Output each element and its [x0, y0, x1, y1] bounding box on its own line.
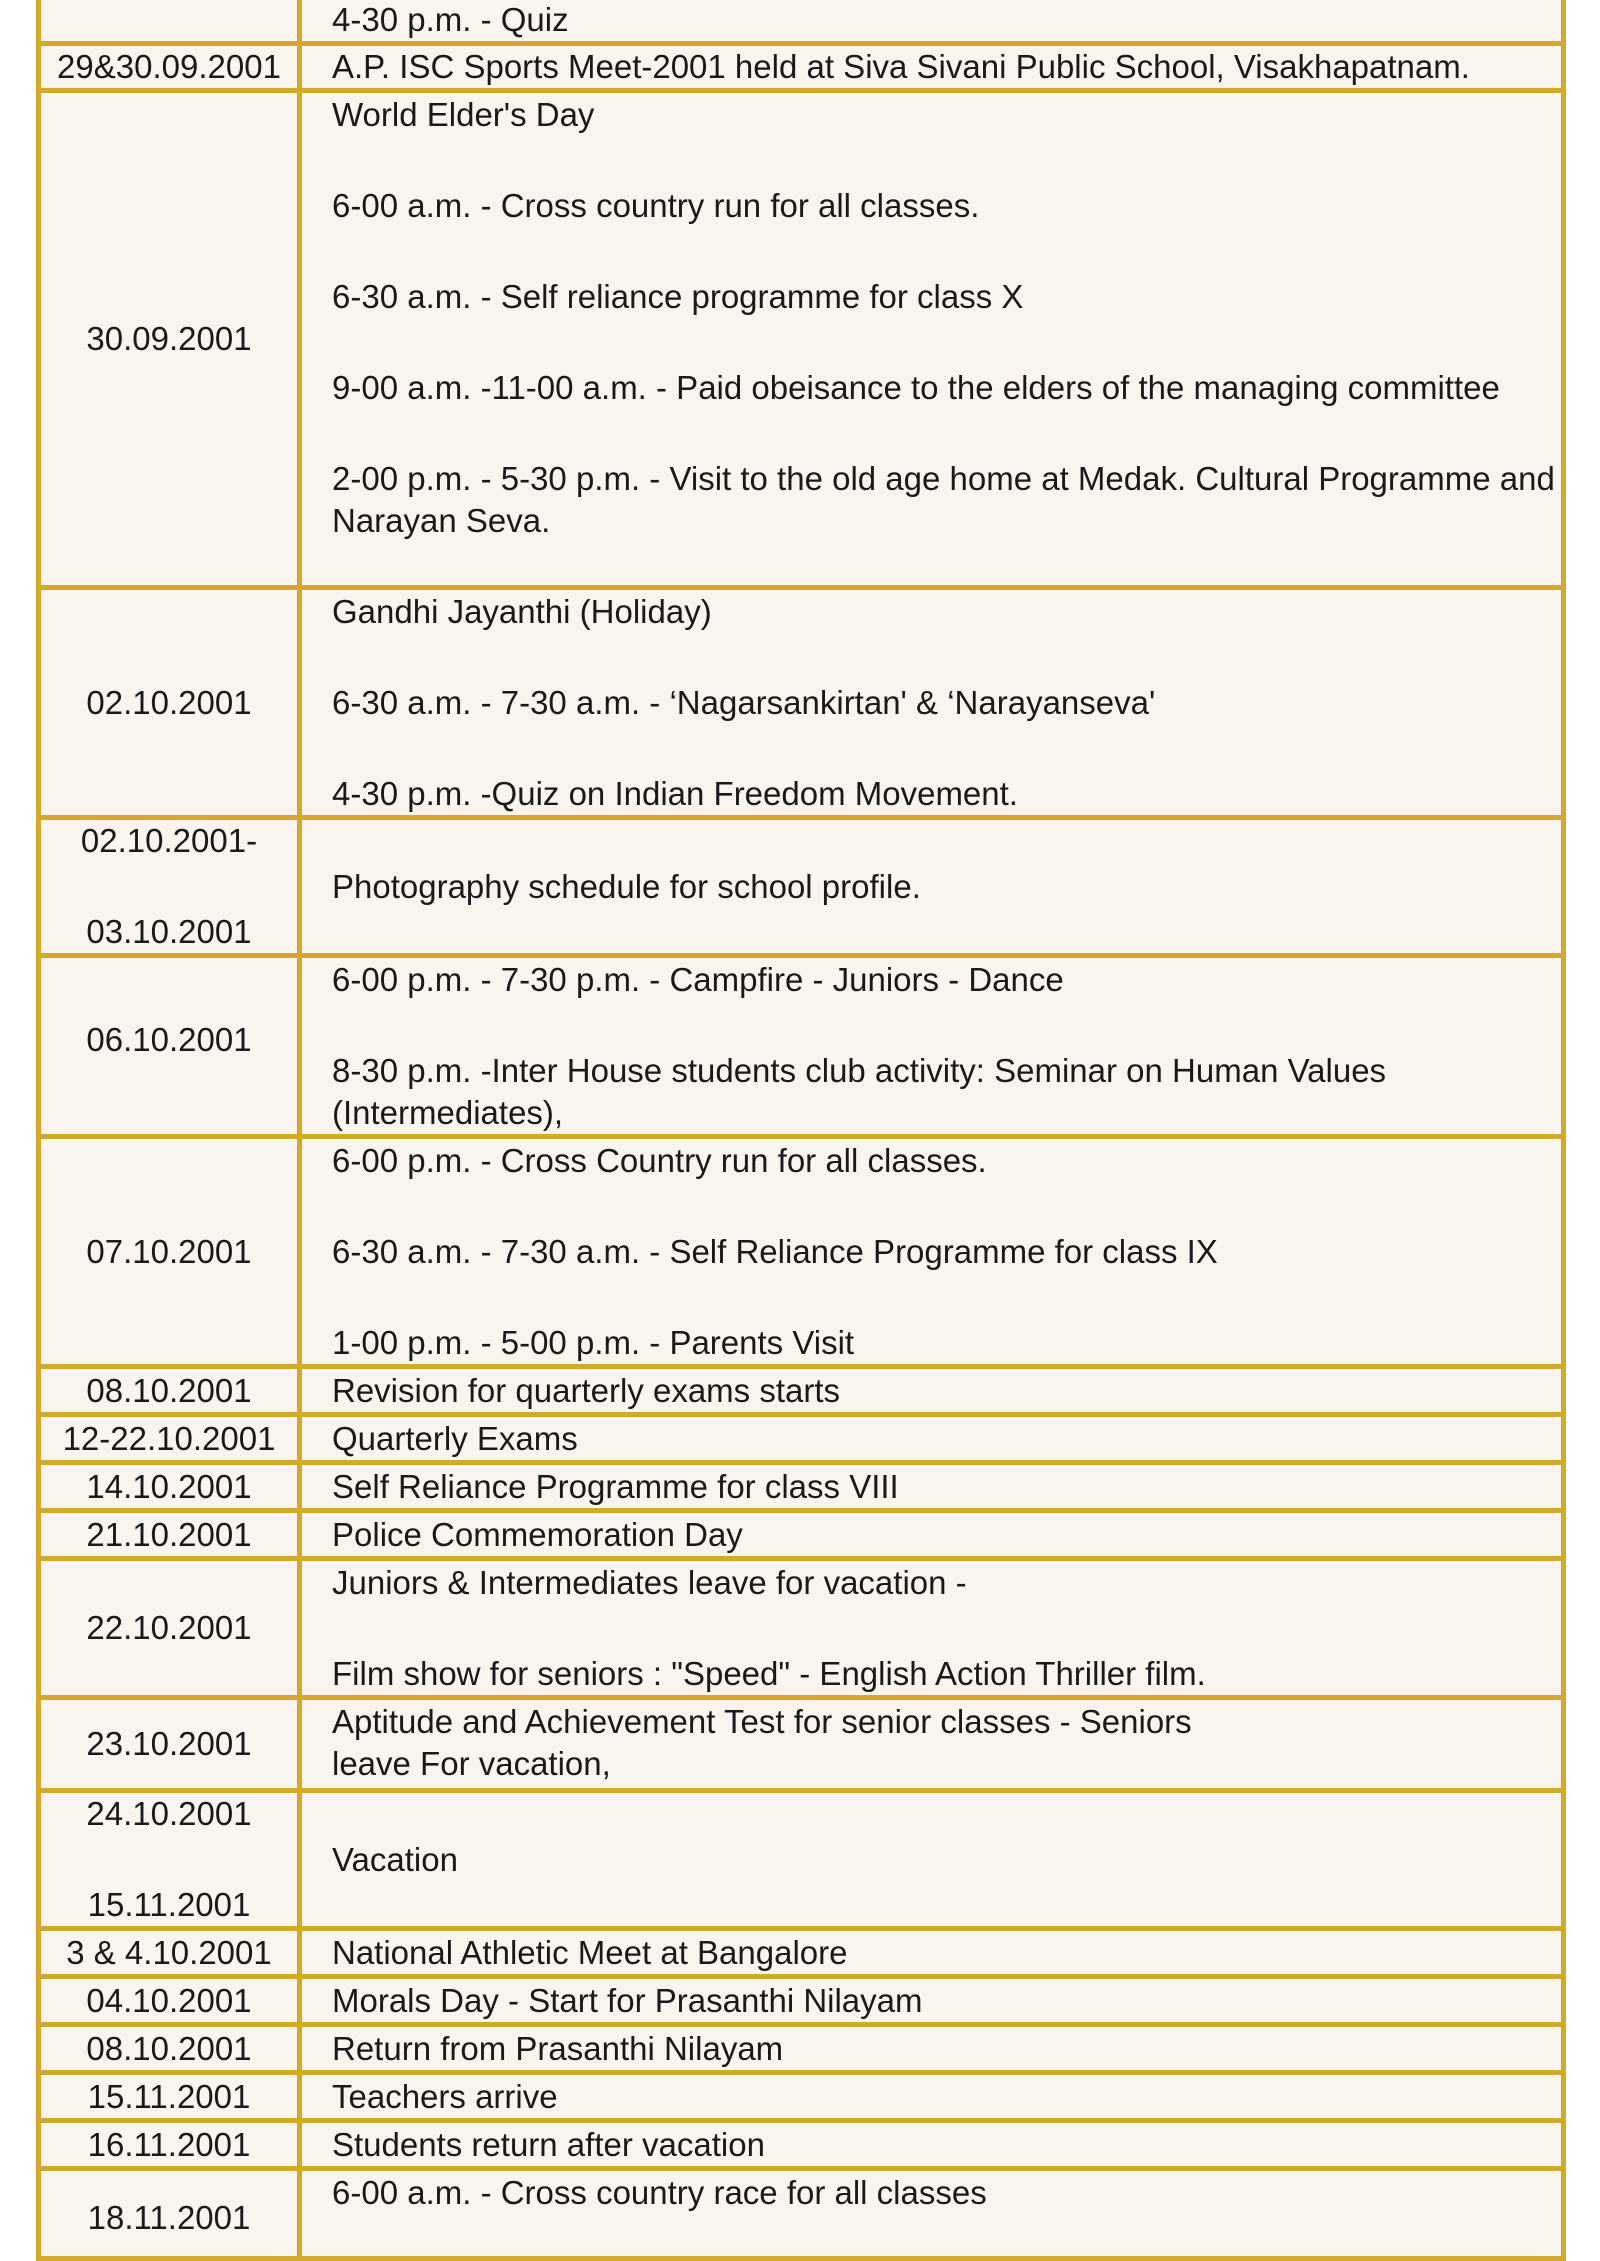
table-row	[39, 2121, 1564, 2169]
date-text: 23.10.2001	[86, 1725, 252, 1762]
event-cell	[300, 1559, 1564, 1698]
table-row	[39, 91, 1564, 588]
date-cell	[39, 956, 300, 1137]
event-cell	[300, 1977, 1564, 2025]
spacer	[41, 1835, 297, 1884]
date-text: 22.10.2001	[86, 1609, 252, 1646]
table-row	[39, 956, 1564, 1137]
table-row	[39, 1463, 1564, 1511]
event-cell	[300, 2169, 1564, 2259]
date-text: 15.11.2001	[87, 2077, 251, 2115]
date-text: 3 & 4.10.2001	[66, 1933, 272, 1971]
event-text: 6-00 p.m. - Cross Country run for all classes.	[332, 1142, 987, 1179]
date-cell	[39, 91, 300, 588]
schedule-body	[39, 0, 1564, 2259]
date-cell	[39, 1463, 300, 1511]
spacer	[332, 724, 1557, 773]
spacer	[332, 318, 1557, 367]
event-text: Return from Prasanthi Nilayam	[332, 2029, 784, 2067]
date-text: 14.10.2001	[86, 1467, 252, 1505]
event-cell	[300, 1511, 1564, 1559]
event-text: 6-00 a.m. - Cross country run for all classes.	[332, 187, 980, 224]
date-cell	[39, 1415, 300, 1463]
event-text: 6-00 p.m. - 7-30 p.m. - Campfire - Juniors - Dance	[332, 961, 1064, 998]
date-cell	[39, 2025, 300, 2073]
event-text: 6-00 a.m. - Cross country race for all classes	[332, 2174, 987, 2211]
date-text: 02.10.2001-	[80, 822, 258, 859]
event-cell	[300, 1415, 1564, 1463]
table-row	[39, 1511, 1564, 1559]
date-text: 16.11.2001	[87, 2125, 251, 2163]
event-text: Revision for quarterly exams starts	[332, 1371, 841, 1409]
date-cell	[39, 2169, 300, 2259]
event-text: A.P. ISC Sports Meet-2001 held at Siva Sivani Public School, Visakhapatnam.	[332, 48, 1470, 85]
date-text: 06.10.2001	[86, 1021, 252, 1058]
event-text: Juniors & Intermediates leave for vacation -	[332, 1564, 967, 1601]
table-row	[39, 44, 1564, 91]
event-text: Photography schedule for school profile.	[332, 867, 921, 905]
table-row	[39, 1415, 1564, 1463]
event-cell	[300, 91, 1564, 588]
date-text: 03.10.2001	[86, 913, 252, 950]
table-row	[39, 588, 1564, 818]
event-text: 6-30 a.m. - 7-30 a.m. - ‘Nagarsankirtan' & ‘Narayanseva'	[332, 684, 1156, 721]
event-text: 6-30 a.m. - Self reliance programme for class X	[332, 278, 1024, 315]
event-cell	[300, 2073, 1564, 2121]
event-text: 2-00 p.m. - 5-30 p.m. - Visit to the old age home at Medak. Cultural Programme and Narayan Seva.	[332, 460, 1564, 539]
date-text: 04.10.2001	[86, 1981, 252, 2019]
date-text: 21.10.2001	[86, 1515, 252, 1553]
event-text: Gandhi Jayanthi (Holiday)	[332, 593, 712, 630]
date-text: 15.11.2001	[87, 1886, 251, 1923]
event-cell	[300, 588, 1564, 818]
event-text: Self Reliance Programme for class VIII	[332, 1467, 899, 1505]
date-text: 18.11.2001	[87, 2199, 251, 2236]
date-cell	[39, 588, 300, 818]
event-cell	[300, 2121, 1564, 2169]
spacer	[332, 1604, 1557, 1653]
event-cell	[300, 2025, 1564, 2073]
date-cell	[39, 818, 300, 956]
table-row	[39, 2169, 1564, 2259]
date-text: 12-22.10.2001	[62, 1419, 276, 1457]
table-row	[39, 1137, 1564, 1367]
event-text: Police Commemoration Day	[332, 1515, 743, 1553]
date-text: 07.10.2001	[86, 1232, 252, 1270]
table-row	[39, 1929, 1564, 1977]
event-cell	[300, 1367, 1564, 1415]
date-cell	[39, 2121, 300, 2169]
event-text: Students return after vacation	[332, 2125, 765, 2163]
date-text: 02.10.2001	[86, 683, 252, 721]
event-text: World Elder's Day	[332, 96, 595, 133]
event-text: 4-30 p.m. -Quiz on Indian Freedom Movement.	[332, 775, 1018, 812]
table-row	[39, 818, 1564, 956]
event-text: Vacation	[332, 1840, 458, 1878]
date-cell	[39, 1559, 300, 1698]
table-row	[39, 0, 1564, 44]
date-cell	[39, 1511, 300, 1559]
date-text: 29&30.09.2001	[57, 48, 281, 85]
event-cell	[300, 1929, 1564, 1977]
spacer	[332, 227, 1557, 276]
event-cell	[300, 956, 1564, 1137]
event-text: 6-30 a.m. - 7-30 a.m. - Self Reliance Programme for class IX	[332, 1233, 1218, 1270]
event-cell	[300, 1791, 1564, 1929]
event-cell	[300, 818, 1564, 956]
event-text: Quarterly Exams	[332, 1419, 578, 1457]
event-cell	[300, 1698, 1564, 1791]
spacer	[332, 1001, 1557, 1050]
date-cell	[39, 1367, 300, 1415]
event-text: Aptitude and Achievement Test for senior classes - Seniors leave For vacation,	[332, 1703, 1192, 1782]
date-cell	[39, 1977, 300, 2025]
event-text: 9-00 a.m. -11-00 a.m. - Paid obeisance to the elders of the managing committee	[332, 369, 1500, 406]
spacer	[332, 136, 1557, 185]
date-cell	[39, 44, 300, 91]
event-text: Teachers arrive	[332, 2077, 558, 2115]
event-cell	[300, 1137, 1564, 1367]
date-text: 24.10.2001	[86, 1795, 252, 1832]
spacer	[332, 633, 1557, 682]
table-row	[39, 1977, 1564, 2025]
table-row	[39, 1559, 1564, 1698]
spacer	[332, 1273, 1557, 1322]
date-cell	[39, 1137, 300, 1367]
event-cell	[300, 0, 1564, 44]
event-text: Morals Day - Start for Prasanthi Nilayam	[332, 1981, 923, 2019]
event-cell	[300, 1463, 1564, 1511]
date-cell	[39, 1929, 300, 1977]
table-row	[39, 2073, 1564, 2121]
spacer	[41, 862, 297, 911]
event-text: National Athletic Meet at Bangalore	[332, 1933, 848, 1971]
event-cell	[300, 44, 1564, 91]
table-row	[39, 2025, 1564, 2073]
table-row	[39, 1791, 1564, 1929]
date-text: 08.10.2001	[86, 2029, 252, 2067]
schedule-table	[36, 0, 1566, 2261]
table-row	[39, 1367, 1564, 1415]
spacer	[332, 409, 1557, 458]
date-text: 30.09.2001	[86, 320, 252, 357]
date-text: 08.10.2001	[86, 1371, 252, 1409]
event-text: 1-00 p.m. - 5-00 p.m. - Parents Visit	[332, 1324, 855, 1361]
event-text: 4-30 p.m. - Quiz	[332, 1, 569, 38]
date-cell	[39, 1791, 300, 1929]
spacer	[332, 1182, 1557, 1231]
event-text: Film show for seniors : "Speed" - English Action Thriller film.	[332, 1655, 1206, 1692]
table-row	[39, 1698, 1564, 1791]
event-text: 8-30 p.m. -Inter House students club activity: Seminar on Human Values (Intermediates),	[332, 1052, 1396, 1131]
date-cell	[39, 0, 300, 44]
date-cell	[39, 1698, 300, 1791]
date-cell	[39, 2073, 300, 2121]
